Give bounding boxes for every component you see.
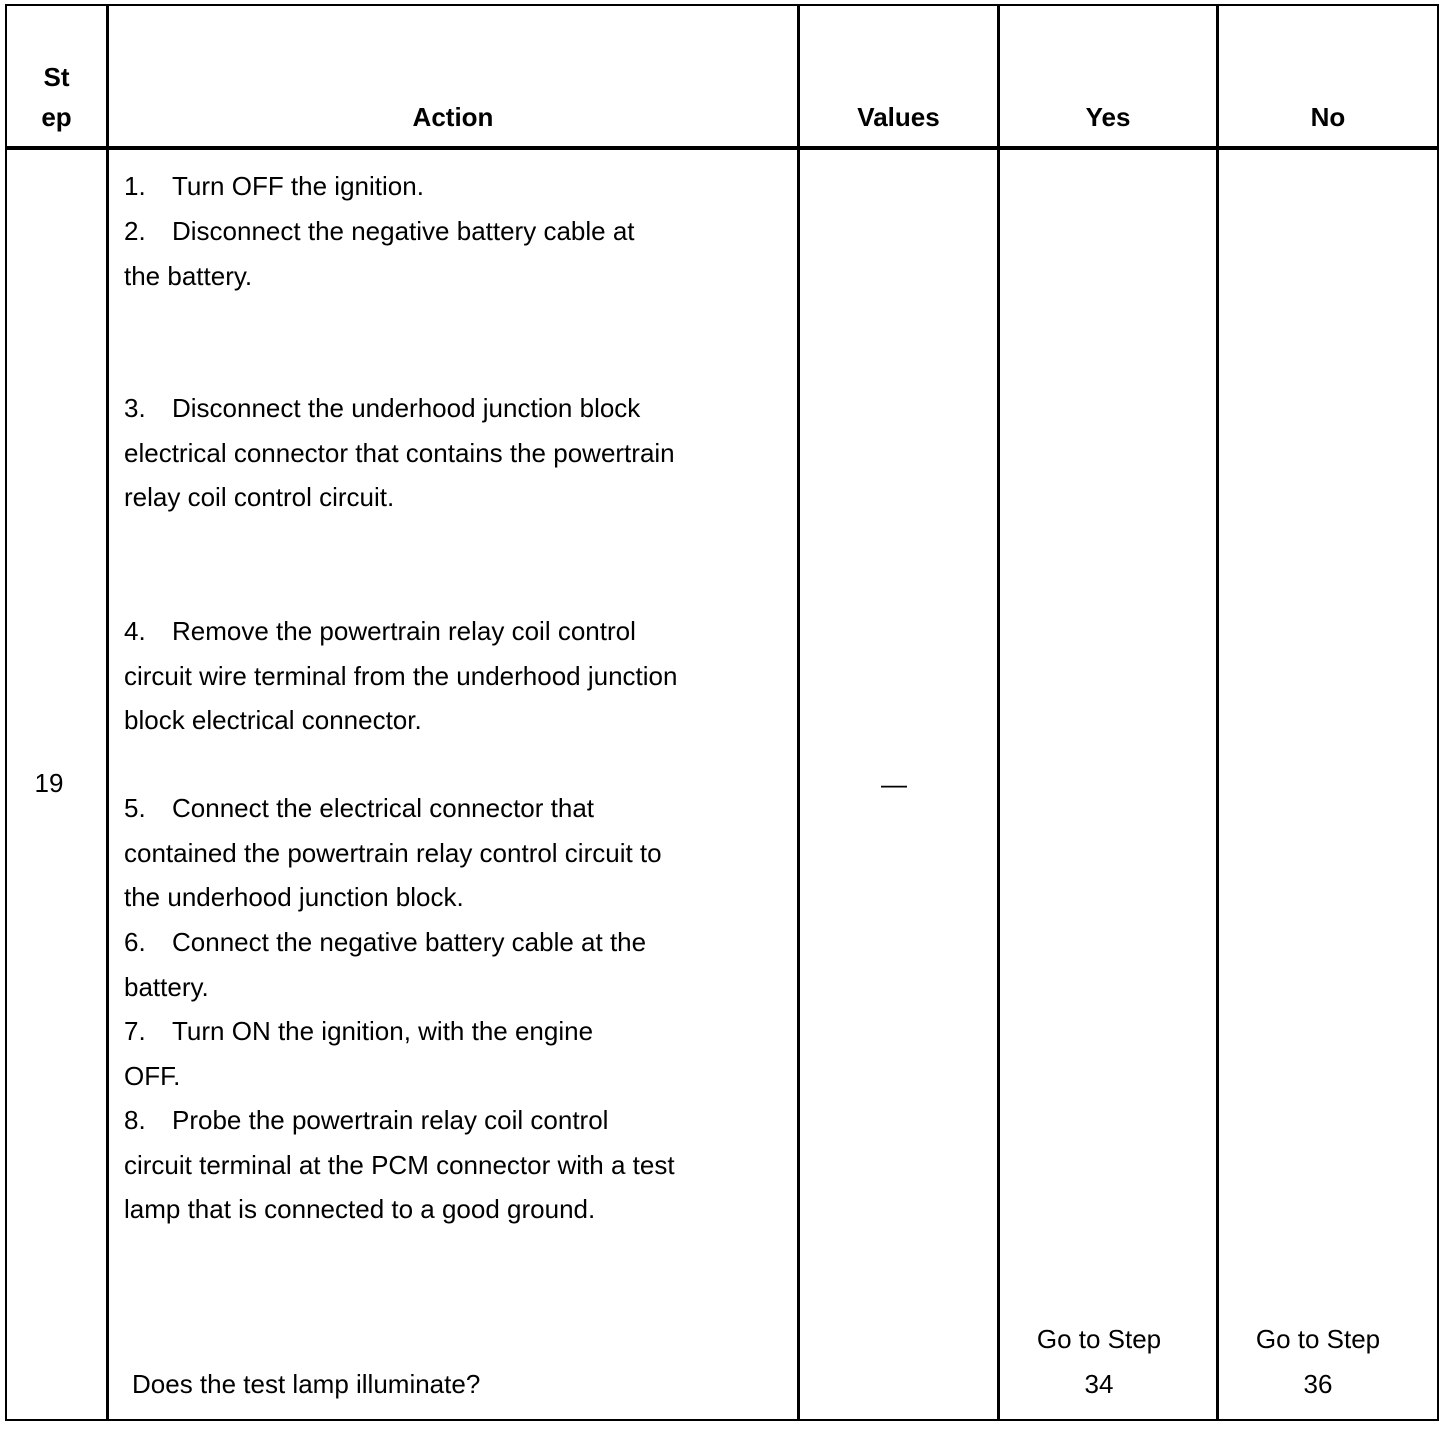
action-item-6-line-2: battery. <box>124 971 209 1002</box>
column-divider-step <box>106 4 109 1421</box>
action-item-7-line-1: Turn ON the ignition, with the engine <box>172 1016 594 1046</box>
header-step-line-1: St <box>43 62 70 92</box>
action-item-5-number: 5. <box>124 793 146 823</box>
action-item-8-line-2: circuit terminal at the PCM connector with a test <box>124 1149 675 1180</box>
action-item-3-line-3: relay coil control circuit. <box>124 482 395 512</box>
action-item-7 <box>124 1009 593 1098</box>
action-item-3-number: 3. <box>124 393 146 423</box>
no-cell <box>1219 1317 1417 1406</box>
header-values: Values <box>857 102 940 132</box>
action-item-4 <box>124 609 677 743</box>
action-question: Does the test lamp illuminate? <box>132 1369 481 1399</box>
action-item-3 <box>124 386 675 520</box>
action-item-4-line-2: circuit wire terminal from the underhood junction <box>124 660 678 691</box>
values-cell: — <box>881 769 907 799</box>
header-action: Action <box>412 102 494 132</box>
action-item-6-line-1: Connect the negative battery cable at the <box>172 927 647 957</box>
yes-line-1: Go to Step <box>1036 1324 1162 1354</box>
column-divider-yes <box>1216 4 1219 1421</box>
action-item-5-line-3: the underhood junction block. <box>124 882 464 912</box>
header-yes: Yes <box>1085 102 1131 132</box>
action-item-5 <box>124 786 662 920</box>
yes-line-2: 34 <box>1084 1368 1114 1399</box>
action-item-2-line-1: Disconnect the negative battery cable at <box>172 216 635 246</box>
action-item-5-line-1: Connect the electrical connector that <box>172 793 595 823</box>
action-item-8-number: 8. <box>124 1105 146 1135</box>
action-item-2-line-2: the battery. <box>124 260 253 291</box>
action-item-8-line-3: lamp that is connected to a good ground. <box>124 1194 596 1224</box>
action-item-4-line-3: block electrical connector. <box>124 705 422 735</box>
action-item-1-number: 1. <box>124 171 146 201</box>
action-item-6 <box>124 920 646 1009</box>
action-item-4-number: 4. <box>124 616 146 646</box>
action-item-7-line-2: OFF. <box>124 1060 181 1091</box>
action-item-7-number: 7. <box>124 1016 146 1046</box>
action-item-3-line-1: Disconnect the underhood junction block <box>172 393 641 423</box>
no-line-2: 36 <box>1303 1368 1333 1399</box>
header-divider <box>5 146 1439 150</box>
no-line-1: Go to Step <box>1255 1324 1381 1354</box>
action-item-4-line-1: Remove the powertrain relay coil control <box>172 616 636 646</box>
column-divider-action <box>797 4 800 1421</box>
action-item-2-number: 2. <box>124 216 146 246</box>
action-item-1 <box>124 164 424 209</box>
column-divider-values <box>997 4 1000 1421</box>
action-item-5-line-2: contained the powertrain relay control circuit to <box>124 837 662 868</box>
action-item-6-number: 6. <box>124 927 146 957</box>
yes-cell <box>1000 1317 1198 1406</box>
action-item-3-line-2: electrical connector that contains the powertrain <box>124 437 675 468</box>
action-item-2 <box>124 209 635 298</box>
header-step-line-2: ep <box>41 102 72 132</box>
action-item-8 <box>124 1098 675 1232</box>
action-item-1-line-1: Turn OFF the ignition. <box>172 171 424 201</box>
action-item-8-line-1: Probe the powertrain relay coil control <box>172 1105 609 1135</box>
step-number: 19 <box>34 768 64 798</box>
header-step <box>7 57 106 137</box>
header-no: No <box>1310 102 1346 132</box>
